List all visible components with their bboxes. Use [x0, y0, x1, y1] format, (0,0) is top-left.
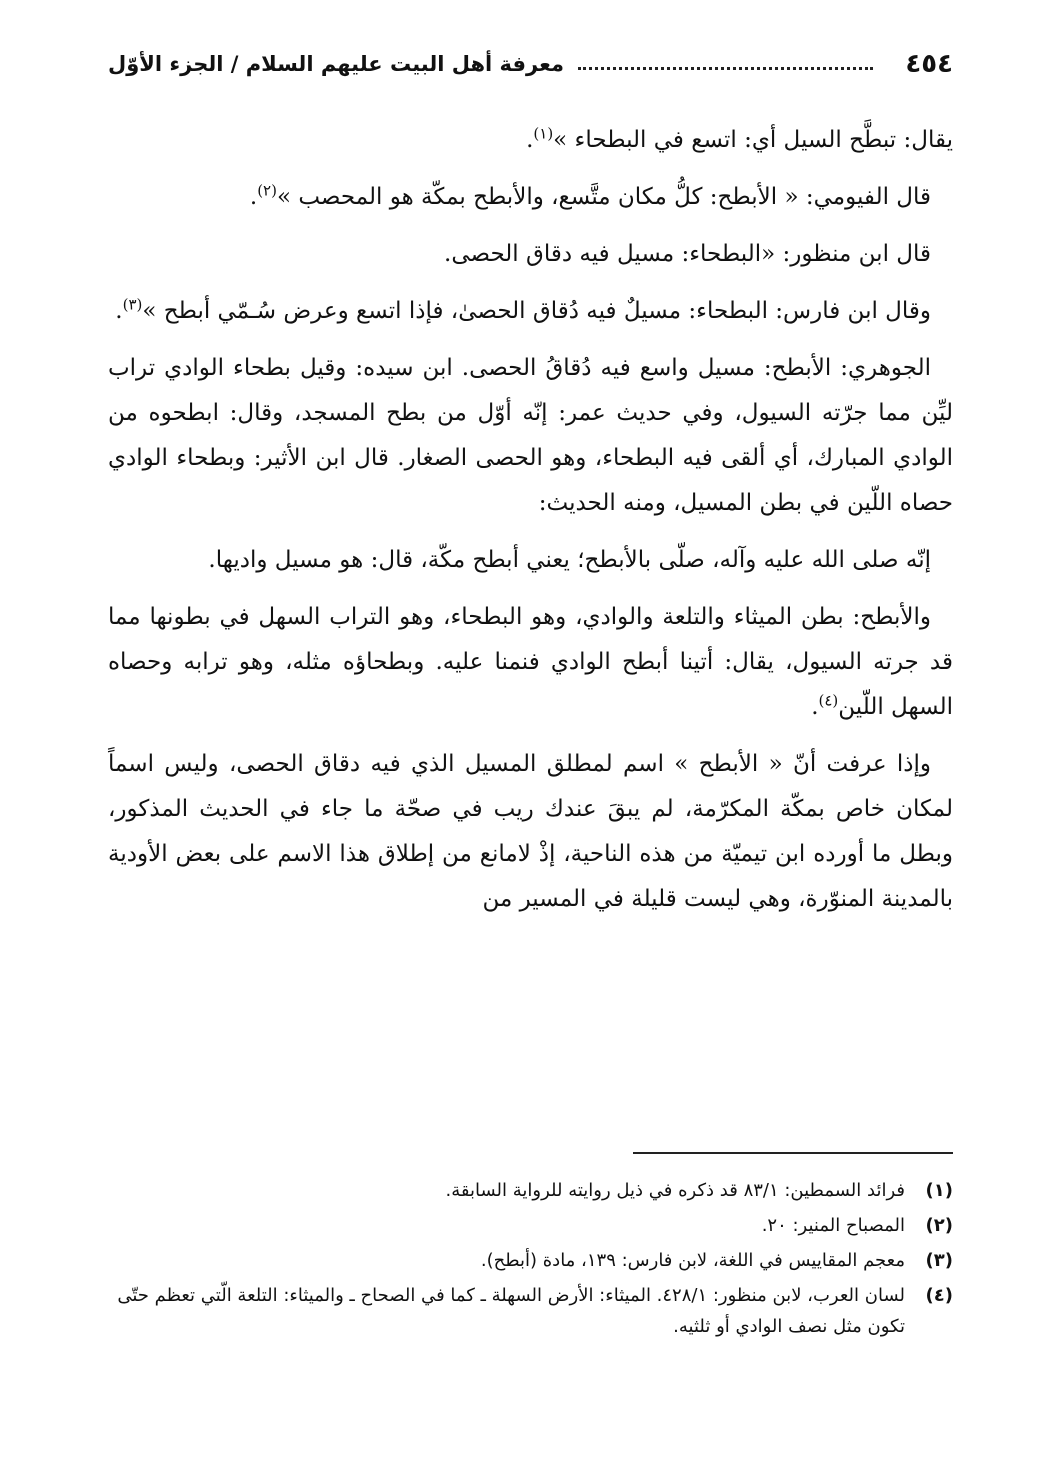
paragraph-7: والأبطح: بطن الميثاء والتلعة والوادي، وهو البطحاء، وهو التراب السهل في بطونها مما قد جرته السيول، يقال: أتينا أبطح الوادي فنمنا عليه. وبطحاؤه مثله، وهو ترابه وحصاه السهل اللّين$^{(٤)}$.: [108, 604, 953, 720]
footnote-text: معجم المقاييس في اللغة، لابن فارس: ١٣٩، مادة (أبطح).: [480, 1250, 905, 1271]
footnote-3: [108, 1245, 953, 1276]
footnote-number: (٣): [925, 1250, 953, 1271]
footnote-number: (٢): [925, 1215, 953, 1236]
page-header: [108, 44, 953, 84]
footnote-number: (٤): [925, 1285, 953, 1306]
footnote-text: لسان العرب، لابن منظور: ٤٢٨/١. الميثاء: الأرض السهلة ـ كما في الصحاح ـ والميثاء: التلعة الّتي تعظم حتّى تكون مثل نصف الوادي أو ثلثيه.: [117, 1285, 905, 1337]
paragraph-1: يقال: تبطَّح السيل أي: اتسع في البطحاء »$^{(١)}$.: [526, 124, 953, 153]
footnote-1: [108, 1175, 953, 1206]
paragraph-5: الجوهري: الأبطح: مسيل واسع فيه دُقاقُ الحصى. ابن سيده: وقيل بطحاء الوادي تراب ليِّن مما جرّته السيول، وفي حديث عمر: إنّه أوّل من بطح المسجد، وقال: ابطحوه من الوادي المبارك، أي ألقى فيه البطحاء، وهو الحصى الصغار. قال ابن الأثير: وبطحاء الوادي حصاه اللّين في بطن المسيل، ومنه الحديث:: [108, 355, 953, 516]
footnote-ref-2: (٢): [257, 181, 277, 200]
footnote-number: (١): [925, 1180, 953, 1201]
paragraph-6: إنّه صلى الله عليه وآله، صلّى بالأبطح؛ يعني أبطح مكّة، قال: هو مسيل واديها.: [208, 547, 931, 573]
paragraph-4: وقال ابن فارس: البطحاء: مسيلٌ فيه دُقاق الحصىٰ، فإذا اتسع وعرض سُـمّي أبطح »$^{(٣)}$.: [115, 295, 931, 324]
book-title: معرفة أهل البيت عليهم السلام / الجزء الأوّل: [108, 52, 564, 76]
footnote-2: [108, 1210, 953, 1241]
footnotes: [108, 1175, 953, 1346]
paragraph-3: قال ابن منظور: «البطحاء: مسيل فيه دقاق الحصى.: [444, 241, 931, 267]
page-number: ٤٥٤: [905, 49, 953, 79]
footnote-text: المصباح المنير: ٢٠.: [761, 1215, 905, 1236]
footnote-4: [108, 1280, 953, 1342]
paragraph-2: قال الفيومي: « الأبطح: كلُّ مكان متَّسع، والأبطح بمكّة هو المحصب »$^{(٢)}$.: [249, 181, 931, 210]
footnote-separator: [633, 1152, 953, 1154]
header-dotted-leader: [578, 67, 873, 70]
footnote-ref-3: (٣): [122, 295, 143, 314]
paragraph-8: وإذا عرفت أنّ « الأبطح » اسم لمطلق المسيل الذي فيه دقاق الحصى، وليس اسماً لمكان خاص بمكّة المكرّمة، لم يبقَ عندك ريب في صحّة ما جاء في الحديث المذكور، وبطل ما أورده ابن تيميّة من هذه الناحية، إذْ لامانع من إطلاق هذا الاسم على بعض الأودية بالمدينة المنوّرة، وهي ليست قليلة في المسير من: [108, 751, 953, 912]
main-text: [108, 118, 953, 934]
footnote-ref-1: (١): [533, 124, 554, 143]
footnote-text: فرائد السمطين: ٨٣/١ قد ذكره في ذيل روايته للرواية السابقة.: [445, 1180, 905, 1201]
footnote-ref-4: (٤): [818, 691, 839, 710]
